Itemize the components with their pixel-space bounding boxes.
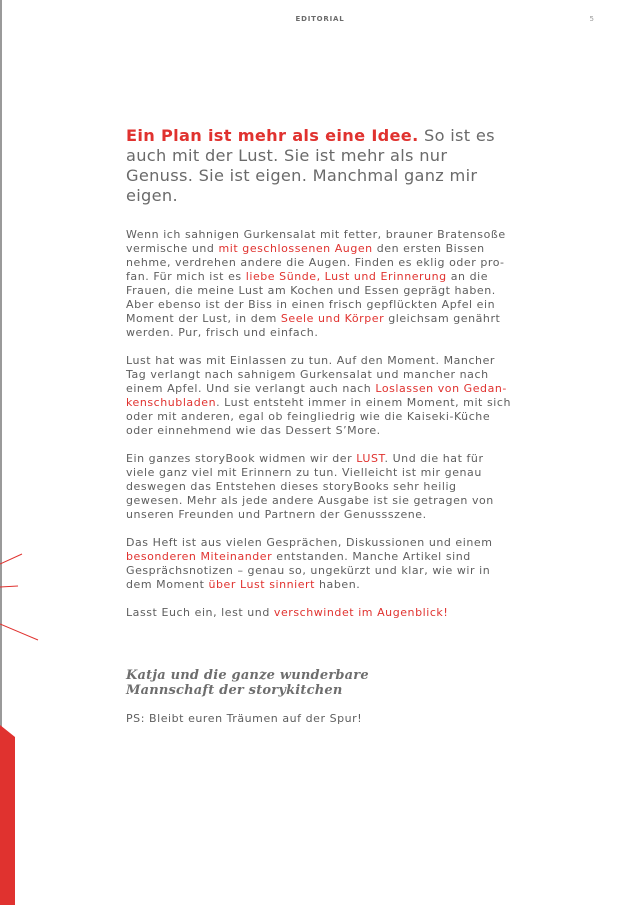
lead-text: So ist es auch mit der Lust. Sie ist mehr als nur Genuss. Sie ist eigen. Manchmal ganz mir eigen. bbox=[126, 126, 495, 205]
postscript: PS: Bleibt euren Träumen auf der Spur! bbox=[126, 712, 363, 725]
section-label: EDITORIAL bbox=[295, 15, 345, 23]
paragraph-text: den ersten Bissen nehme, verdrehen andere die Augen. Finden es eklig oder profan. Für mich ist es bbox=[126, 242, 504, 283]
highlighted-phrase: LUST bbox=[356, 452, 385, 465]
highlighted-phrase: mit geschlossenen Augen bbox=[218, 242, 373, 255]
body-paragraph bbox=[126, 606, 516, 620]
body-paragraph bbox=[126, 228, 516, 340]
body-paragraph bbox=[126, 452, 516, 522]
paragraph-text: haben. bbox=[314, 578, 361, 591]
signature-line-1: Katja und die ganze wunderbare bbox=[126, 668, 369, 683]
paragraph-text: . Und die hat für viele ganz viel mit Erinnern zu tun. Vielleicht ist mir genau deswegen das Entstehen dieses storyBooks sehr heilig gewesen. Mehr als jede andere Ausgabe ist sie getragen von unseren Freunden und Partnern der Genussszene. bbox=[126, 452, 494, 521]
paragraph-text: gleichsam genährt werden. Pur, frisch und einfach. bbox=[126, 312, 501, 339]
red-accent-band bbox=[0, 725, 20, 905]
highlighted-phrase: Loslassen von Gedankenschubladen bbox=[126, 382, 507, 409]
paragraph-text: Ein ganzes storyBook widmen wir der bbox=[126, 452, 357, 465]
page-number: 5 bbox=[589, 15, 594, 23]
highlighted-phrase: liebe Sünde, Lust und Erinnerung bbox=[245, 270, 447, 283]
highlighted-phrase: Seele und Körper bbox=[280, 312, 385, 325]
editorial-body bbox=[126, 126, 516, 726]
paragraph-text: Lasst Euch ein, lest und bbox=[126, 606, 274, 619]
paragraph-text: Wenn ich sahnigen Gurkensalat mit fetter, brauner Bratensoße vermische und bbox=[126, 228, 506, 255]
paragraph-text: . Lust entsteht immer in einem Moment, mit sich oder mit anderen, egal ob feingliedrig wie die Kaiseki-Küche oder einnehmend wie das Dessert S’More. bbox=[126, 396, 511, 437]
paragraph-text: entstanden. Manche Artikel sind Gesprächsnotizen – genau so, ungekürzt und klar, wie wir in dem Moment bbox=[126, 550, 491, 591]
lead-highlight: Ein Plan ist mehr als eine Idee. bbox=[126, 126, 419, 145]
lead-paragraph bbox=[126, 126, 516, 206]
body-paragraph bbox=[126, 536, 516, 592]
decorative-lines bbox=[0, 540, 40, 650]
highlighted-phrase: besonderen Miteinander bbox=[126, 550, 273, 563]
paragraph-text: an die Frauen, die meine Lust am Kochen und Essen geprägt haben. Aber ebenso ist der Biss in einen frisch gepflückten Apfel ein Moment der Lust, in dem bbox=[126, 270, 496, 325]
body-paragraphs bbox=[126, 228, 516, 620]
signature-line-2: Mannschaft der storykitchen bbox=[126, 683, 343, 698]
paragraph-text: Lust hat was mit Einlassen zu tun. Auf den Moment. Mancher Tag verlangt nach sahnigem Gurkensalat und mancher nach einem Apfel. Und sie verlangt auch nach bbox=[126, 354, 495, 395]
highlighted-phrase: verschwindet im Augenblick! bbox=[273, 606, 449, 619]
signature bbox=[126, 668, 516, 698]
body-paragraph bbox=[126, 354, 516, 438]
highlighted-phrase: über Lust sinniert bbox=[208, 578, 315, 591]
paragraph-text: Das Heft ist aus vielen Gesprächen, Diskussionen und einem bbox=[126, 536, 493, 549]
